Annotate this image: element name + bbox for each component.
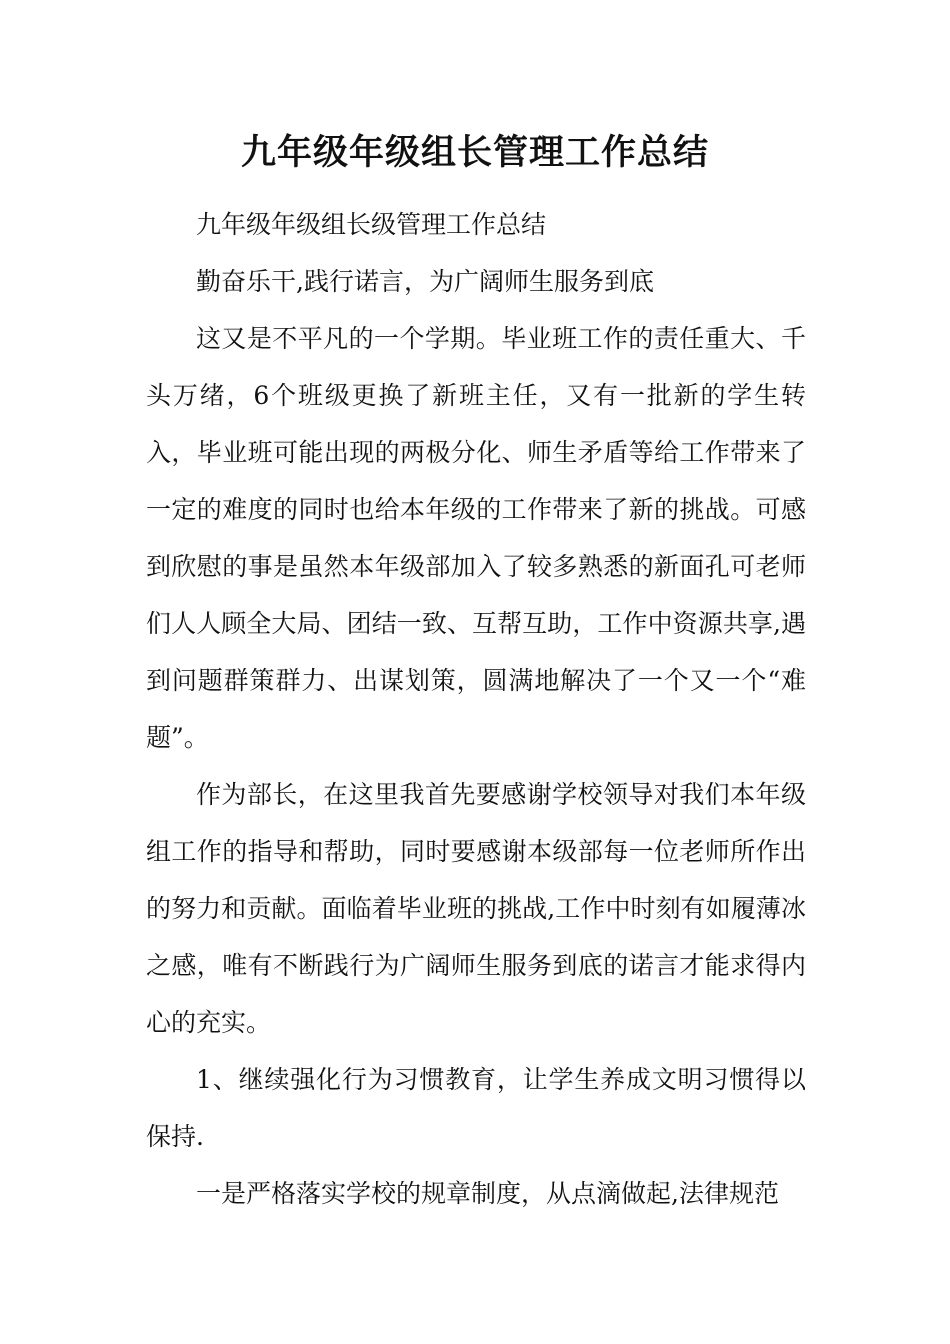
document-body [146, 196, 806, 1222]
section-heading-1: 1、继续强化行为习惯教育，让学生养成文明习惯得以保持. [146, 1065, 806, 1151]
paragraph-thanks: 作为部长，在这里我首先要感谢学校领导对我们本年级组工作的指导和帮助，同时要感谢本级部每一位老师所作出的努力和贡献。面临着毕业班的挑战,工作中时刻有如履薄冰之感，唯有不断践行为广阔师生服务到底的诺言才能求得内心的充实。 [146, 780, 806, 1037]
motto-line: 勤奋乐干,践行诺言，为广阔师生服务到底 [196, 267, 654, 296]
paragraph-point-1: 一是严格落实学校的规章制度，从点滴做起,法律规范 [196, 1179, 779, 1208]
document-title: 九年级年级组长管理工作总结 [240, 133, 709, 173]
subtitle-line: 九年级年级组长级管理工作总结 [196, 210, 547, 239]
paragraph-intro: 这又是不平凡的一个学期。毕业班工作的责任重大、千头万绪，6个班级更换了新班主任，又有一批新的学生转入，毕业班可能出现的两极分化、师生矛盾等给工作带来了一定的难度的同时也给本年级的工作带来了新的挑战。可感到欣慰的事是虽然本年级部加入了较多熟悉的新面孔可老师们人人顾全大局、团结一致、互帮互助，工作中资源共享,遇到问题群策群力、出谋划策，圆满地解决了一个又一个“难题”。 [146, 324, 806, 752]
